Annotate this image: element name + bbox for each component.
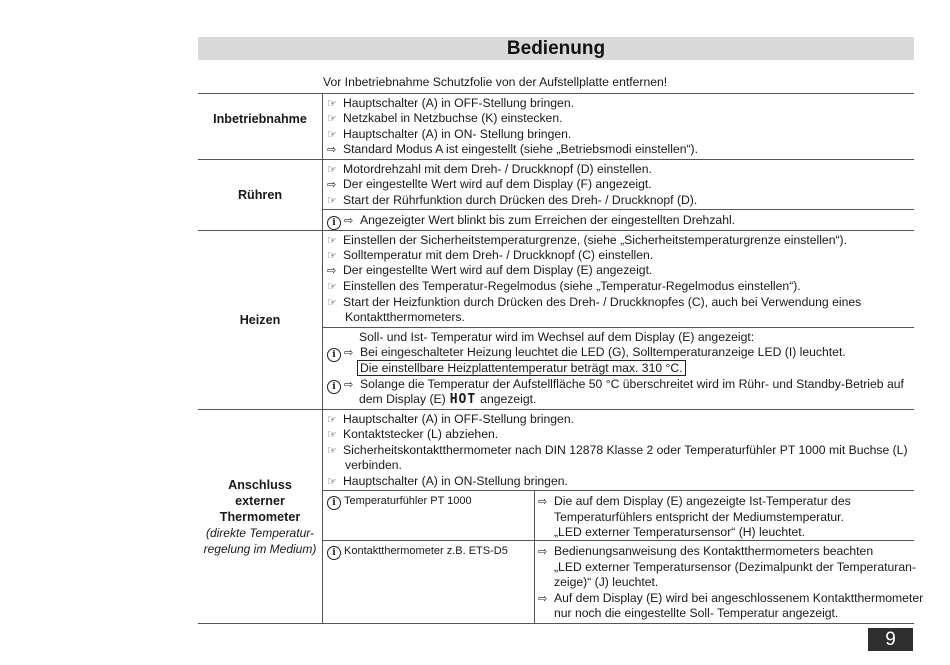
- sensor-note-line: ⇨ Auf dem Display (E) wird bei angeschlossenem Kontaktthermometer: [538, 591, 924, 605]
- instruction-line: ⇨ Der eingestellte Wert wird auf dem Display (F) angezeigt.: [327, 177, 652, 191]
- instruction-line: ☞ Hauptschalter (A) in ON- Stellung bringen.: [327, 127, 572, 141]
- note-line: Soll- und Ist- Temperatur wird im Wechsel auf dem Display (E) angezeigt:: [359, 330, 755, 344]
- hand-pointer-icon: ☞: [327, 112, 337, 125]
- instruction-line: ☞ Start der Heizfunktion durch Drücken des Dreh- / Druckknopfes (C), auch bei Verwendung eines: [327, 295, 862, 309]
- section-header-bar: [198, 37, 914, 60]
- display-hot-readout: HOT: [449, 392, 477, 407]
- hand-pointer-icon: ☞: [327, 280, 337, 293]
- hand-pointer-icon: ☞: [327, 413, 337, 426]
- info-circle-icon: i: [327, 216, 341, 230]
- note-line: i ⇨ Angezeigter Wert blinkt bis zum Erreichen der eingestellten Drehzahl.: [327, 213, 735, 230]
- arrow-outline-icon: ⇨: [538, 545, 548, 558]
- page-title: Bedienung: [506, 38, 606, 59]
- hand-pointer-icon: ☞: [327, 128, 337, 141]
- instruction-line: ☞ Hauptschalter (A) in OFF-Stellung bringen.: [327, 412, 574, 426]
- note-line: dem Display (E) HOT angezeigt.: [359, 392, 537, 407]
- sensor-note-line: „LED externer Temperatursensor (Dezimalpunkt der Temperaturan-: [554, 560, 916, 574]
- arrow-outline-icon: ⇨: [344, 346, 354, 359]
- row-label-ruehren: Rühren: [237, 188, 283, 202]
- table-column-divider: [322, 93, 323, 623]
- sensor-note-line: Temperaturfühlers entspricht der Mediumstemperatur.: [554, 510, 844, 524]
- hand-pointer-icon: ☞: [327, 428, 337, 441]
- note-line: i ⇨ Solange die Temperatur der Aufstellfläche 50 °C überschreitet wird im Rühr- und Standby-Betrieb auf: [327, 377, 904, 394]
- hand-pointer-icon: ☞: [327, 97, 337, 110]
- instruction-line: Kontaktthermometers.: [345, 310, 465, 324]
- table-column-divider: [534, 490, 535, 623]
- note-line-boxed: Die einstellbare Heizplattentemperatur beträgt max. 310 °C.: [357, 361, 686, 376]
- hand-pointer-icon: ☞: [327, 234, 337, 247]
- hand-pointer-icon: ☞: [327, 296, 337, 309]
- hand-pointer-icon: ☞: [327, 249, 337, 262]
- table-rule: [198, 623, 914, 624]
- arrow-outline-icon: ⇨: [538, 592, 548, 605]
- table-rule: [323, 540, 914, 541]
- instruction-line: ☞ Einstellen der Sicherheitstemperaturgrenze, (siehe „Sicherheitstemperaturgrenze einstellen“).: [327, 233, 847, 247]
- row-label-heizen: Heizen: [239, 313, 281, 327]
- hand-pointer-icon: ☞: [327, 475, 337, 488]
- table-rule: [198, 93, 914, 94]
- table-rule: [198, 159, 914, 160]
- sensor-note-line: ⇨ Bedienungsanweisung des Kontaktthermometers beachten: [538, 544, 874, 558]
- info-circle-icon: i: [327, 546, 341, 560]
- arrow-outline-icon: ⇨: [538, 495, 548, 508]
- instruction-line: ⇨ Der eingestellte Wert wird auf dem Display (E) angezeigt.: [327, 263, 653, 277]
- arrow-outline-icon: ⇨: [327, 178, 337, 191]
- sensor-note-line: „LED externer Temperatursensor“ (H) leuchtet.: [554, 525, 806, 539]
- table-rule: [323, 490, 914, 491]
- instruction-line: ☞ Hauptschalter (A) in ON-Stellung bringen.: [327, 474, 568, 488]
- instruction-line: ☞ Kontaktstecker (L) abziehen.: [327, 427, 499, 441]
- sensor-type-pt1000: i Temperaturfühler PT 1000: [327, 494, 472, 510]
- info-circle-icon: i: [327, 348, 341, 362]
- row-label-inbetriebnahme: Inbetriebnahme: [213, 112, 307, 126]
- sensor-note-line: nur noch die eingestellte Soll- Temperatur angezeigt.: [554, 606, 839, 620]
- info-circle-icon: i: [327, 496, 341, 510]
- instruction-line: ☞ Netzkabel in Netzbuchse (K) einstecken.: [327, 111, 563, 125]
- instruction-line: ☞ Einstellen des Temperatur-Regelmodus (siehe „Temperatur-Regelmodus einstellen“).: [327, 279, 801, 293]
- table-rule: [323, 327, 914, 328]
- instruction-line: verbinden.: [345, 458, 402, 472]
- note-line: i ⇨ Bei eingeschalteter Heizung leuchtet die LED (G), Solltemperaturanzeige LED (I) leuchtet.: [327, 345, 846, 362]
- arrow-outline-icon: ⇨: [344, 378, 354, 391]
- hand-pointer-icon: ☞: [327, 444, 337, 457]
- table-rule: [198, 230, 914, 231]
- instruction-line: ☞ Solltemperatur mit dem Dreh- / Druckknopf (C) einstellen.: [327, 248, 654, 262]
- instruction-line: ☞ Motordrehzahl mit dem Dreh- / Druckknopf (D) einstellen.: [327, 162, 652, 176]
- arrow-outline-icon: ⇨: [327, 143, 337, 156]
- instruction-line: ☞ Sicherheitskontaktthermometer nach DIN 12878 Klasse 2 oder Temperaturfühler PT 1000 mit Buchse (L): [327, 443, 908, 457]
- page-number: 9: [868, 628, 913, 651]
- instruction-line: ☞ Start der Rührfunktion durch Drücken des Dreh- / Druckknopf (D).: [327, 193, 698, 207]
- sensor-type-contact: i Kontaktthermometer z.B. ETS-D5: [327, 544, 508, 560]
- info-circle-icon: i: [327, 380, 341, 394]
- intro-text: Vor Inbetriebnahme Schutzfolie von der Aufstellplatte entfernen!: [323, 75, 668, 89]
- table-rule: [323, 209, 914, 210]
- hand-pointer-icon: ☞: [327, 163, 337, 176]
- hand-pointer-icon: ☞: [327, 194, 337, 207]
- instruction-line: ⇨ Standard Modus A ist eingestellt (siehe „Betriebsmodi einstellen“).: [327, 142, 698, 156]
- arrow-outline-icon: ⇨: [344, 214, 354, 227]
- sensor-note-line: zeige)“ (J) leuchtet.: [554, 575, 659, 589]
- instruction-line: ☞ Hauptschalter (A) in OFF-Stellung bringen.: [327, 96, 574, 110]
- row-label-anschluss: Anschluss externer Thermometer (direkte Temperatur- regelung im Medium): [203, 478, 317, 556]
- sensor-note-line: ⇨ Die auf dem Display (E) angezeigte Ist-Temperatur des: [538, 494, 851, 508]
- table-rule: [198, 409, 914, 410]
- arrow-outline-icon: ⇨: [327, 264, 337, 277]
